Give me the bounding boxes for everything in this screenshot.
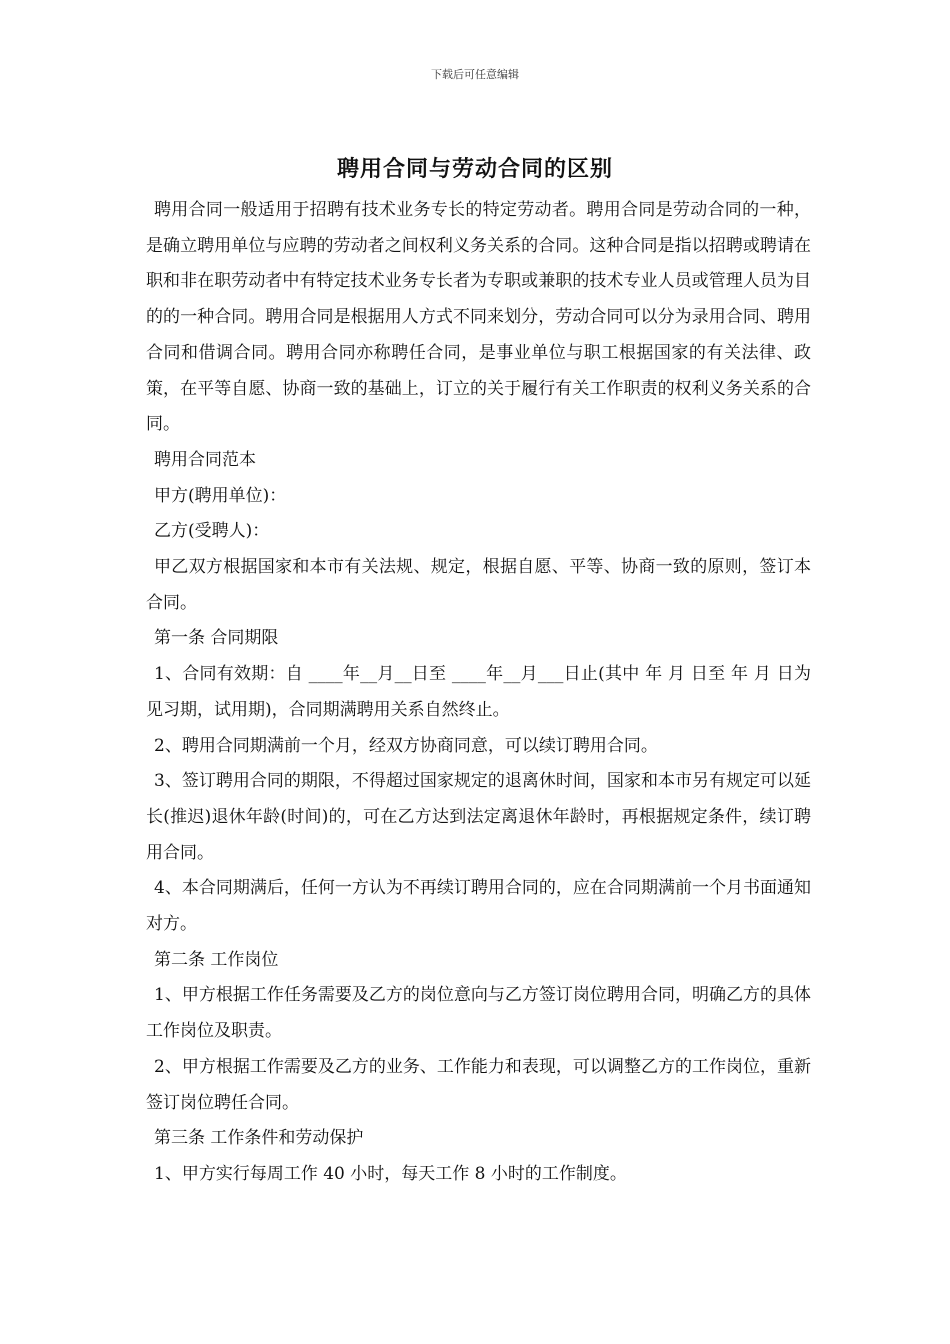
party-b-line: 乙方(受聘人)： [154,521,270,542]
contract-template-heading: 聘用合同范本 [154,449,256,470]
document-title: 聘用合同与劳动合同的区别 [336,156,613,182]
intro-paragraph: 聘用合同一般适用于招聘有技术业务专长的特定劳动者。聘用合同是劳动合同的一种，是确立聘用单位与应聘的劳动者之间权利义务关系的合同。这种合同是指以招聘或聘请在职和非在职劳动者中有特定技术业务专长者为专职或兼职的技术专业人员或管理人员为目的的一种合同。聘用合同是根据用人方式不同来划分，劳动合同可以分为录用合同、聘用合同和借调合同。聘用合同亦称聘任合同，是事业单位与职工根据国家的有关法律、政策，在平等自愿、协商一致的基础上，订立的关于履行有关工作职责的权利义务关系的合同。 [146,200,811,435]
article-3-clause-1: 1、甲方实行每周工作 40 小时，每天工作 8 小时的工作制度。 [154,1163,627,1184]
article-1-clause-2: 2、聘用合同期满前一个月，经双方协商同意，可以续订聘用合同。 [154,735,658,756]
article-1-clause-3: 3、签订聘用合同的期限，不得超过国家规定的退离休时间，国家和本市另有规定可以延长(推迟)退休年龄(时间)的，可在乙方达到法定离退休年龄时，再根据规定条件，续订聘用合同。 [146,771,811,863]
header-note: 下载后可任意编辑 [431,68,519,81]
article-1-heading: 第一条 合同期限 [154,628,279,649]
document-body [146,193,811,1193]
article-1-clause-4: 4、本合同期满后，任何一方认为不再续订聘用合同的，应在合同期满前一个月书面通知对方。 [146,878,811,935]
article-2-heading: 第二条 工作岗位 [154,949,279,970]
article-2-clause-1: 1、甲方根据工作任务需要及乙方的岗位意向与乙方签订岗位聘用合同，明确乙方的具体工作岗位及职责。 [146,985,811,1042]
article-2-clause-2: 2、甲方根据工作需要及乙方的业务、工作能力和表现，可以调整乙方的工作岗位，重新签订岗位聘任合同。 [146,1056,811,1113]
article-1-clause-1: 1、合同有效期：自 ____年__月__日至 ____年__月___日止(其中 年 月 日至 年 月 日为见习期，试用期)，合同期满聘用关系自然终止。 [146,664,811,720]
party-a-line: 甲方(聘用单位)： [154,485,287,506]
preamble-paragraph: 甲乙双方根据国家和本市有关法规、规定，根据自愿、平等、协商一致的原则，签订本合同。 [146,557,811,613]
article-3-heading: 第三条 工作条件和劳动保护 [154,1128,364,1149]
